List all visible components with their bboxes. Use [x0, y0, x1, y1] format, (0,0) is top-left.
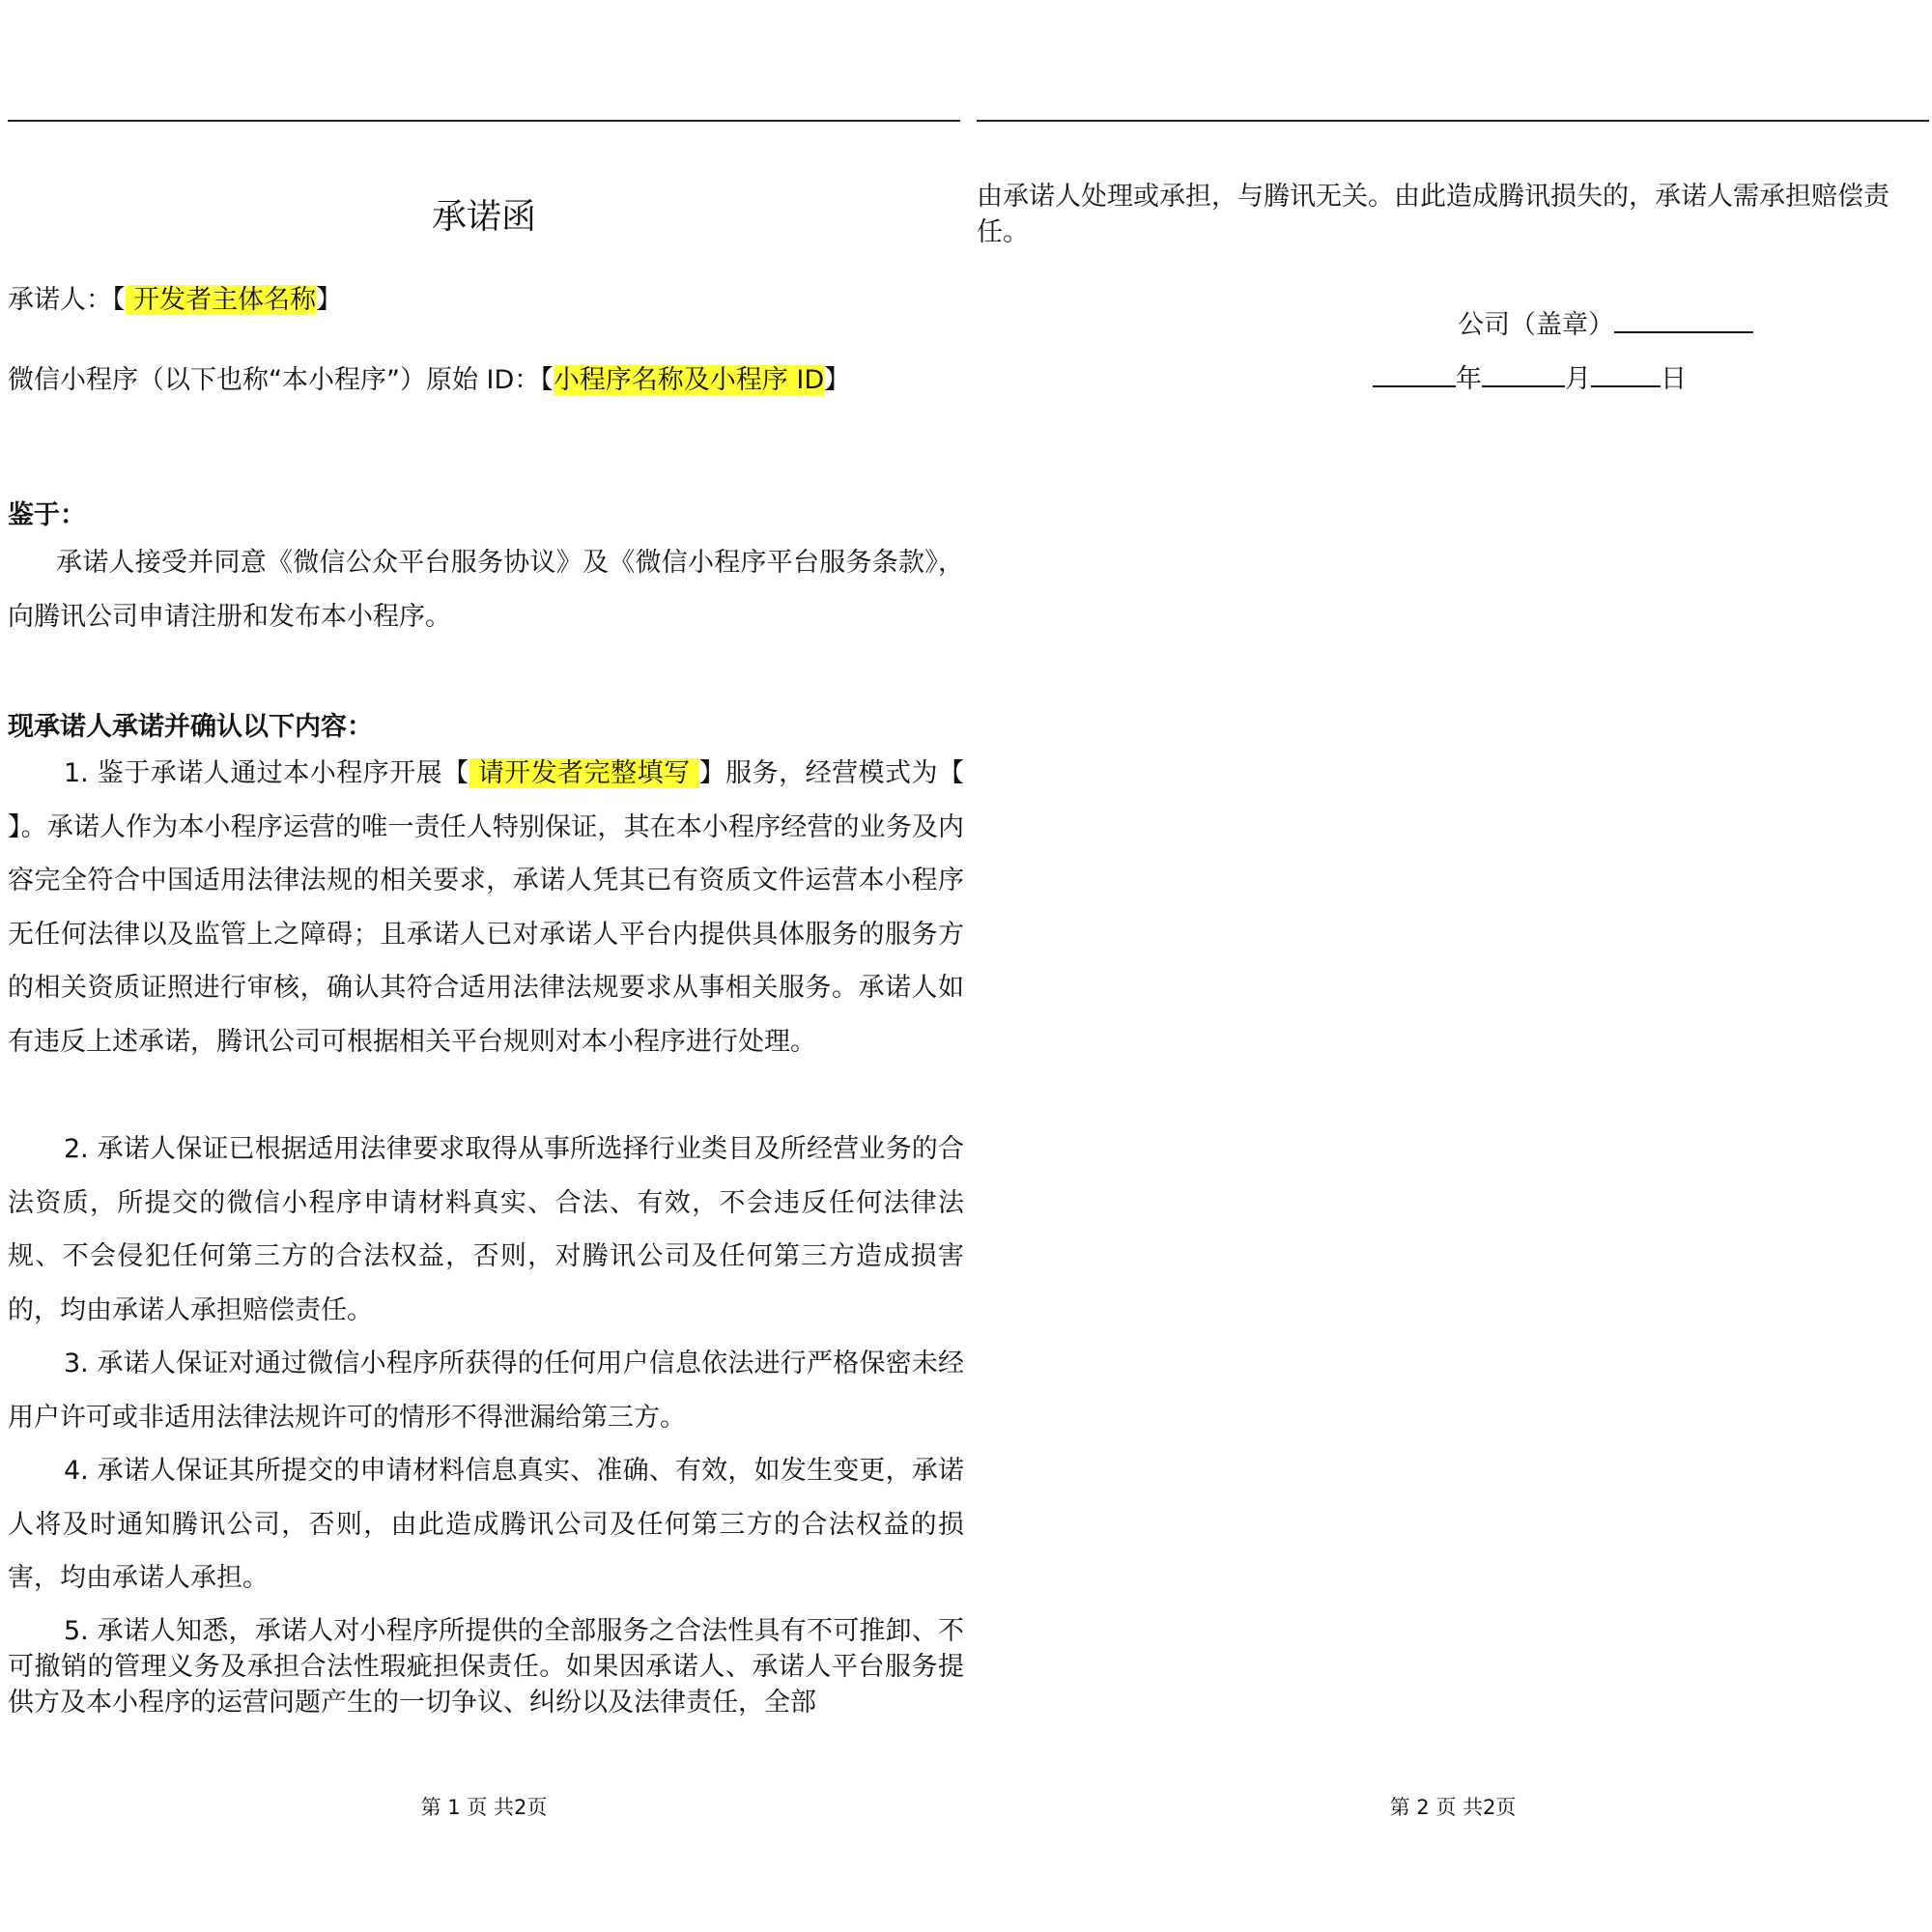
item-5-paragraph: 5. 承诺人知悉，承诺人对小程序所提供的全部服务之合法性具有不可推卸、不可撤销的管理义务及承担合法性瑕疵担保责任。如果因承诺人、承诺人平台服务提供方及本小程序的运营问题产生的一切争议、纠纷以及法律责任，全部 — [8, 1616, 964, 1718]
promisor-close: 】 — [316, 285, 343, 315]
item-3-paragraph: 3. 承诺人保证对通过微信小程序所获得的任何用户信息依法进行严格保密未经用户许可或非适用法律法规许可的情形不得泄漏给第三方。 — [8, 1349, 964, 1433]
item-4-paragraph: 4. 承诺人保证其所提交的申请材料信息真实、准确、有效，如发生变更，承诺人将及时通知腾讯公司，否则，由此造成腾讯公司及任何第三方的合法权益的损害，均由承诺人承担。 — [8, 1456, 964, 1593]
item-1-placeholder[interactable]: 请开发者完整填写 — [469, 758, 699, 788]
promisor-placeholder[interactable]: 开发者主体名称 — [125, 285, 317, 315]
miniapp-close: 】 — [824, 365, 851, 395]
confirm-heading: 现承诺人承诺并确认以下内容： — [8, 712, 373, 742]
month-label: 月 — [1565, 364, 1591, 394]
promisor-label: 承诺人：【 — [8, 285, 126, 315]
day-label: 日 — [1661, 364, 1687, 394]
page-1 — [8, 0, 965, 1932]
item-1-paragraph — [8, 747, 964, 1068]
year-label: 年 — [1456, 364, 1482, 394]
item-1-suffix: 】服务，经营模式为【 】。承诺人作为本小程序运营的唯一责任人特别保证，其在本小程序经营的业务及内容完全符合中国适用法律法规的相关要求，承诺人凭其已有资质文件运营本小程序无任何法律以及监管上之障碍；且承诺人已对承诺人平台内提供具体服务的服务方的相关资质证照进行审核，确认其符合适用法律法规要求从事相关服务。承诺人如有违反上述承诺，腾讯公司可根据相关平台规则对本小程序进行处理。 — [8, 758, 965, 1057]
company-seal-line — [1458, 303, 1753, 341]
miniapp-id-line — [8, 358, 850, 396]
item-2-paragraph: 2. 承诺人保证已根据适用法律要求取得从事所选择行业类目及所经营业务的合法资质，所提交的微信小程序申请材料真实、合法、有效，不会违反任何法律法规、不会侵犯任何第三方的合法权益，否则，对腾讯公司及任何第三方造成损害的，均由承诺人承担赔偿责任。 — [8, 1134, 964, 1325]
page-2 — [977, 0, 1929, 1932]
whereas-paragraph: 承诺人接受并同意《微信公众平台服务协议》及《微信小程序平台服务条款》，向腾讯公司申请注册和发布本小程序。 — [8, 548, 964, 632]
whereas-heading: 鉴于： — [8, 500, 86, 530]
company-seal-blank[interactable] — [1614, 306, 1753, 333]
date-line — [1373, 357, 1687, 395]
day-blank[interactable] — [1591, 360, 1661, 387]
miniapp-placeholder[interactable]: 小程序名称及小程序 ID — [553, 365, 825, 395]
header-rule — [977, 120, 1929, 122]
year-blank[interactable] — [1373, 360, 1456, 387]
page-1-footer: 第 1 页 共2页 — [420, 1796, 548, 1819]
document-title: 承诺函 — [431, 197, 536, 237]
page-2-footer: 第 2 页 共2页 — [1389, 1796, 1517, 1819]
promisor-line — [8, 278, 342, 316]
company-seal-label: 公司（盖章） — [1458, 310, 1614, 340]
header-rule — [8, 120, 960, 122]
month-blank[interactable] — [1482, 360, 1565, 387]
item-1-prefix: 1. 鉴于承诺人通过本小程序开展【 — [64, 758, 469, 788]
miniapp-label: 微信小程序（以下也称“本小程序”）原始 ID：【 — [8, 365, 554, 395]
continuation-paragraph: 由承诺人处理或承担，与腾讯无关。由此造成腾讯损失的，承诺人需承担赔偿责任。 — [977, 182, 1889, 247]
